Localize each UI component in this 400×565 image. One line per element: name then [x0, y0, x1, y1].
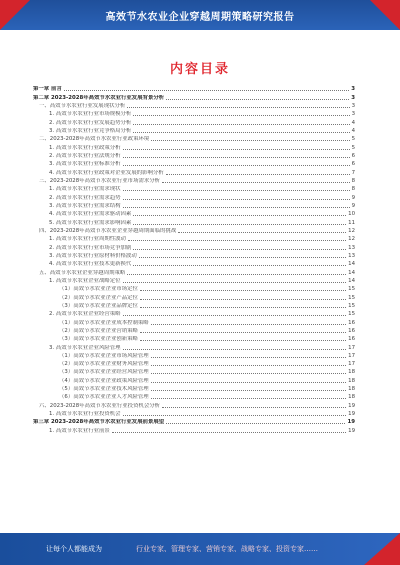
toc-entry-text: 1. 高效节水农业企业战略定位 — [49, 277, 121, 284]
toc-entry[interactable] — [33, 209, 355, 217]
toc-entry-page: 17 — [348, 344, 355, 351]
toc-entry[interactable] — [33, 242, 355, 250]
toc-leader-dots — [112, 432, 346, 433]
toc-entry-text: （1）高效节水农业企业市场定位 — [59, 286, 138, 293]
toc-entry[interactable] — [33, 351, 355, 359]
toc-leader-dots — [133, 115, 349, 116]
toc-entry-text: 四、2023-2028年高效节水农业企业穿越周期面临的挑战 — [39, 227, 177, 234]
toc-entry-text: （2）高效节水农业企业营销策略 — [59, 327, 138, 334]
toc-entry-page: 7 — [351, 169, 355, 176]
toc-leader-dots — [133, 124, 349, 125]
toc-entry-text: 六、2023-2028年高效节水农业行业投资机会分析 — [39, 402, 161, 409]
toc-entry[interactable] — [33, 342, 355, 350]
toc-leader-dots — [166, 99, 349, 100]
toc-entry-page: 3 — [351, 111, 355, 118]
toc-entry-text: 3. 高效节水农业企业风险管理 — [49, 344, 121, 351]
toc-entry-page: 15 — [348, 294, 355, 301]
toc-leader-dots — [127, 274, 346, 275]
toc-entry-text: 三、2023-2028年高效节水农业行业市场需求分析 — [39, 177, 161, 184]
toc-entry-page: 10 — [348, 211, 355, 218]
toc-leader-dots — [123, 349, 347, 350]
toc-entry[interactable] — [33, 142, 355, 150]
toc-leader-dots — [140, 332, 346, 333]
toc-entry[interactable] — [33, 284, 355, 292]
toc-entry-text: 2. 高效节水农业行业发展趋势分析 — [49, 119, 132, 126]
toc-entry[interactable] — [33, 384, 355, 392]
toc-entry-text: 第二章 2023-2028年高效节水农业行业发展背景分析 — [33, 94, 165, 101]
toc-entry-text: 3. 高效节水农业行业竞争格局分析 — [49, 127, 132, 134]
toc-entry-page: 18 — [348, 386, 355, 393]
toc-leader-dots — [151, 398, 346, 399]
toc-entry-page: 16 — [348, 336, 355, 343]
toc-leader-dots — [133, 224, 346, 225]
toc-entry-page: 4 — [351, 127, 355, 134]
toc-entry[interactable] — [33, 251, 355, 259]
toc-leader-dots — [133, 215, 346, 216]
toc-leader-dots — [123, 207, 350, 208]
toc-entry-text: 5. 高效节水农业行业需求影响因素 — [49, 219, 132, 226]
toc-entry-text: （4）高效节水农业企业政策风险管理 — [59, 377, 149, 384]
toc-entry-text: 2. 高效节水农业企业经营策略 — [49, 311, 121, 318]
toc-entry-text: 3. 高效节水农业行业原材料价格波动 — [49, 252, 137, 259]
toc-leader-dots — [140, 290, 346, 291]
toc-leader-dots — [166, 174, 350, 175]
toc-entry-text: 2. 高效节水农业行业需求趋势 — [49, 194, 121, 201]
toc-entry-page: 19 — [347, 419, 355, 426]
toc-entry-text: 3. 高效节水农业行业需求结构 — [49, 202, 121, 209]
toc-leader-dots — [139, 257, 346, 258]
toc-leader-dots — [123, 199, 350, 200]
toc-leader-dots — [140, 299, 346, 300]
toc-entry-page: 14 — [348, 261, 355, 268]
toc-entry-page: 14 — [348, 269, 355, 276]
toc-entry-page: 18 — [348, 369, 355, 376]
toc-entry-page: 18 — [348, 377, 355, 384]
toc-entry-text: 1. 高效节水农业行业前景 — [49, 427, 110, 434]
toc-entry[interactable] — [33, 417, 355, 425]
toc-entry-page: 14 — [348, 277, 355, 284]
toc-entry-text: 五、高效节水农业企业穿越周期策略 — [39, 269, 126, 276]
toc-entry-text: 二、2023-2028年高效节水农业行业政策环境 — [39, 136, 150, 143]
toc-entry[interactable] — [33, 126, 355, 134]
toc-leader-dots — [123, 149, 350, 150]
toc-entry-text: 一、高效节水农业行业发展现状分析 — [39, 102, 126, 109]
toc-leader-dots — [123, 282, 347, 283]
toc-entry[interactable] — [33, 375, 355, 383]
toc-entry[interactable] — [33, 184, 355, 192]
toc-leader-dots — [123, 157, 350, 158]
toc-entry[interactable] — [33, 400, 355, 408]
toc-entry[interactable] — [33, 367, 355, 375]
toc-entry[interactable] — [33, 109, 355, 117]
toc-entry-text: （6）高效节水农业企业人才风险管理 — [59, 394, 149, 401]
toc-leader-dots — [123, 415, 347, 416]
toc-entry[interactable] — [33, 117, 355, 125]
toc-entry[interactable] — [33, 167, 355, 175]
toc-entry-text: （3）高效节水农业企业品牌定位 — [59, 302, 138, 309]
toc-entry[interactable] — [33, 134, 355, 142]
toc-entry[interactable] — [33, 217, 355, 225]
toc-leader-dots — [123, 190, 350, 191]
toc-leader-dots — [178, 232, 346, 233]
table-of-contents — [33, 84, 355, 434]
toc-leader-dots — [151, 382, 346, 383]
toc-entry[interactable] — [33, 334, 355, 342]
toc-entry-text: 1. 高效节水农业行业周期性波动 — [49, 236, 126, 243]
toc-entry[interactable] — [33, 292, 355, 300]
toc-entry-text: （5）高效节水农业企业技术风险管理 — [59, 386, 149, 393]
toc-entry-text: 2. 高效节水农业行业法规分析 — [49, 152, 121, 159]
toc-entry-page: 19 — [348, 411, 355, 418]
toc-entry[interactable] — [33, 192, 355, 200]
toc-entry-text: 2. 高效节水农业行业市场竞争加剧 — [49, 244, 132, 251]
toc-entry-page: 8 — [351, 177, 355, 184]
toc-entry-text: 第三章 2023-2028年高效节水农业行业发展前景展望 — [33, 419, 165, 426]
toc-leader-dots — [140, 307, 346, 308]
toc-entry[interactable] — [33, 176, 355, 184]
header-left-triangle — [0, 0, 30, 30]
toc-entry-page: 3 — [351, 86, 355, 93]
toc-entry[interactable] — [33, 392, 355, 400]
toc-entry[interactable] — [33, 359, 355, 367]
toc-leader-dots — [123, 165, 350, 166]
toc-leader-dots — [151, 365, 346, 366]
toc-leader-dots — [166, 423, 345, 424]
toc-entry-page: 17 — [348, 352, 355, 359]
toc-entry-page: 16 — [348, 319, 355, 326]
toc-leader-dots — [151, 140, 349, 141]
toc-leader-dots — [162, 182, 350, 183]
toc-entry-text: 4. 高效节水农业行业技术更新换代 — [49, 261, 132, 268]
toc-entry[interactable] — [33, 267, 355, 275]
toc-entry-page: 15 — [348, 302, 355, 309]
header-right-triangle — [370, 0, 400, 30]
toc-entry[interactable] — [33, 425, 355, 433]
footer-slogan-left: 让每个人都能成为 — [46, 545, 102, 553]
toc-entry-page: 16 — [348, 327, 355, 334]
toc-leader-dots — [127, 107, 349, 108]
toc-entry-text: （1）高效节水农业企业成本控制策略 — [59, 319, 149, 326]
toc-entry-text: 1. 高效节水农业行业政策分析 — [49, 144, 121, 151]
toc-leader-dots — [162, 407, 346, 408]
toc-entry-page: 12 — [348, 236, 355, 243]
toc-entry-page: 9 — [351, 202, 355, 209]
toc-entry-page: 5 — [351, 136, 355, 143]
toc-leader-dots — [151, 373, 346, 374]
toc-entry-text: （1）高效节水农业企业市场风险管理 — [59, 352, 149, 359]
toc-entry-page: 3 — [351, 102, 355, 109]
toc-entry-page: 19 — [348, 402, 355, 409]
toc-leader-dots — [64, 90, 349, 91]
toc-entry-text: 1. 高效节水农业行业市场规模分析 — [49, 111, 132, 118]
toc-entry[interactable] — [33, 409, 355, 417]
toc-entry[interactable] — [33, 159, 355, 167]
toc-entry-page: 11 — [348, 219, 355, 226]
toc-entry-page: 6 — [351, 161, 355, 168]
toc-entry[interactable] — [33, 84, 355, 92]
toc-leader-dots — [151, 357, 346, 358]
footer-slogan-right: 行业专家、管理专家、营销专家、战略专家、投资专家…… — [136, 545, 318, 553]
toc-entry-page: 9 — [351, 194, 355, 201]
report-title: 高效节水农业企业穿越周期策略研究报告 — [105, 12, 295, 23]
toc-entry-page: 15 — [348, 286, 355, 293]
toc-entry-text: （3）高效节水农业企业经营风险管理 — [59, 369, 149, 376]
toc-leader-dots — [123, 315, 347, 316]
toc-leader-dots — [133, 249, 346, 250]
toc-entry-page: 18 — [348, 394, 355, 401]
toc-entry[interactable] — [33, 326, 355, 334]
toc-entry-text: （2）高效节水农业企业财务风险管理 — [59, 361, 149, 368]
toc-entry[interactable] — [33, 101, 355, 109]
toc-entry[interactable] — [33, 201, 355, 209]
toc-entry[interactable] — [33, 226, 355, 234]
toc-entry[interactable] — [33, 309, 355, 317]
toc-leader-dots — [128, 240, 346, 241]
toc-entry[interactable] — [33, 259, 355, 267]
toc-leader-dots — [133, 132, 349, 133]
toc-entry-text: 4. 高效节水农业行业政策对企业发展的影响分析 — [49, 169, 164, 176]
toc-entry[interactable] — [33, 317, 355, 325]
toc-entry[interactable] — [33, 234, 355, 242]
toc-entry[interactable] — [33, 301, 355, 309]
toc-leader-dots — [151, 390, 346, 391]
toc-entry-page: 3 — [351, 94, 355, 101]
toc-entry-text: 4. 高效节水农业行业需求驱动因素 — [49, 211, 132, 218]
toc-entry[interactable] — [33, 276, 355, 284]
toc-entry-text: 1. 高效节水农业行业投资机会 — [49, 411, 121, 418]
toc-entry-page: 6 — [351, 152, 355, 159]
toc-entry-page: 5 — [351, 144, 355, 151]
toc-entry[interactable] — [33, 151, 355, 159]
toc-entry-text: （3）高效节水农业企业创新策略 — [59, 336, 138, 343]
toc-entry[interactable] — [33, 92, 355, 100]
toc-entry-page: 15 — [348, 311, 355, 318]
toc-entry-page: 4 — [351, 119, 355, 126]
footer-triangle — [364, 533, 400, 565]
toc-entry-page: 8 — [351, 186, 355, 193]
toc-entry-text: 1. 高效节水农业行业需求现状 — [49, 186, 121, 193]
toc-entry-text: 3. 高效节水农业行业标准分析 — [49, 161, 121, 168]
toc-entry-text: （2）高效节水农业企业产品定位 — [59, 294, 138, 301]
toc-entry-page: 19 — [348, 427, 355, 434]
toc-title: 内容目录 — [169, 62, 230, 77]
toc-entry-text: 第一章 前言 — [33, 86, 62, 93]
toc-entry-page: 12 — [348, 227, 355, 234]
toc-entry-page: 13 — [348, 244, 355, 251]
toc-entry-page: 13 — [348, 252, 355, 259]
toc-leader-dots — [140, 340, 346, 341]
toc-leader-dots — [133, 265, 346, 266]
toc-leader-dots — [151, 324, 346, 325]
toc-entry-page: 17 — [348, 361, 355, 368]
page-header — [0, 0, 400, 34]
